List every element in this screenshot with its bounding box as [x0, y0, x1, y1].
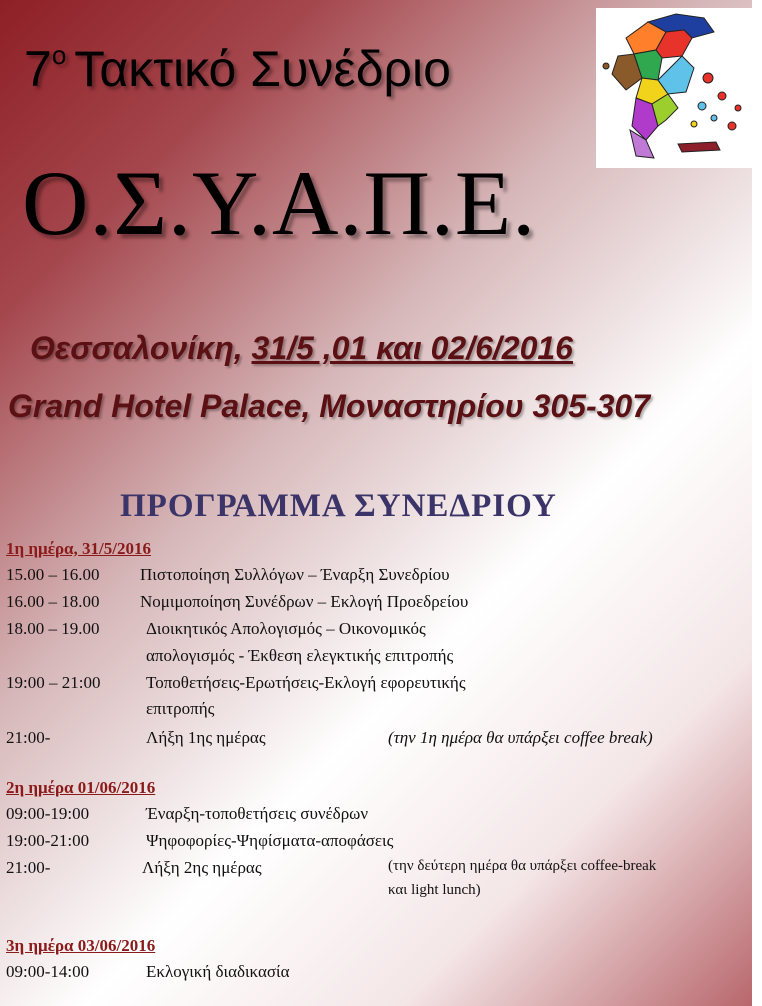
- activity-cell: Πιστοποίηση Συλλόγων – Έναρξη Συνεδρίου: [140, 565, 450, 584]
- time-cell: 16.00 – 18.00: [6, 592, 100, 611]
- activity-cell: Λήξη 2ης ημέρας: [142, 858, 262, 877]
- activity-cell: Εκλογική διαδικασία: [146, 962, 290, 981]
- day2-row-1: [6, 804, 746, 830]
- venue-address: Grand Hotel Palace, Μοναστηρίου 305-307: [8, 388, 650, 424]
- note-cell-continued: και light lunch): [388, 882, 481, 898]
- title-superscript: ο: [51, 40, 67, 70]
- activity-cell-continued: απολογισμός - Έκθεση ελεγκτικής επιτροπής: [146, 646, 454, 665]
- note-cell: (την δεύτερη ημέρα θα υπάρξει coffee-break: [388, 858, 657, 874]
- day3-heading: 3η ημέρα 03/06/2016: [6, 936, 156, 955]
- time-cell: 21:00-: [6, 728, 51, 747]
- activity-cell: Λήξη 1ης ημέρας: [146, 728, 266, 747]
- time-cell: 15.00 – 16.00: [6, 565, 100, 584]
- day2-row-3-cont: [6, 882, 746, 908]
- activity-cell: Διοικητικός Απολογισμός – Οικονομικός: [146, 619, 426, 638]
- day1-heading: 1η ημέρα, 31/5/2016: [6, 539, 151, 558]
- day1-row-4: [6, 673, 746, 699]
- day3-row-1: [6, 962, 746, 988]
- activity-cell: Έναρξη-τοποθετήσεις συνέδρων: [146, 804, 369, 823]
- day2-row-3: [6, 858, 746, 884]
- day1-row-4-cont: [6, 699, 746, 725]
- title-number: 7: [24, 41, 52, 97]
- day2-heading: 2η ημέρα 01/06/2016: [6, 778, 156, 797]
- city-name: Θεσσαλονίκη,: [30, 330, 243, 366]
- day1-row-1: [6, 565, 746, 591]
- greece-map-image: [596, 8, 752, 168]
- day1-row-2: [6, 592, 746, 618]
- activity-cell: Τοποθετήσεις-Ερωτήσεις-Εκλογή εφορευτικής: [146, 673, 466, 692]
- event-dates: 31/5 ,01 και 02/6/2016: [251, 330, 573, 366]
- day1-row-3: [6, 619, 746, 645]
- note-cell: (την 1η ημέρα θα υπάρξει coffee break): [388, 728, 653, 747]
- time-cell: 19:00-21:00: [6, 831, 90, 850]
- time-cell: 09:00-19:00: [6, 804, 90, 823]
- time-cell: 18.00 – 19.00: [6, 619, 100, 638]
- city-dates: [30, 330, 573, 367]
- time-cell: 09:00-14:00: [6, 962, 90, 981]
- organization-name: Ο.Σ.Υ.Α.Π.Ε.: [22, 152, 537, 254]
- time-cell: 19:00 – 21:00: [6, 673, 101, 692]
- activity-cell: Νομιμοποίηση Συνέδρων – Εκλογή Προεδρείου: [140, 592, 469, 611]
- day1-row-3-cont: [6, 646, 746, 672]
- title-text: Τακτικό Συνέδριο: [74, 41, 451, 97]
- day1-row-5: [6, 728, 746, 754]
- program-title: ΠΡΟΓΡΑΜΜΑ ΣΥΝΕΔΡΙΟΥ: [120, 488, 557, 524]
- time-cell: 21:00-: [6, 858, 51, 877]
- congress-title: [24, 40, 451, 98]
- activity-cell: Ψηφοφορίες-Ψηφίσματα-αποφάσεις: [146, 831, 394, 850]
- page-edge: [752, 0, 762, 1006]
- day2-row-2: [6, 831, 746, 857]
- activity-cell-continued: επιτροπής: [146, 699, 215, 718]
